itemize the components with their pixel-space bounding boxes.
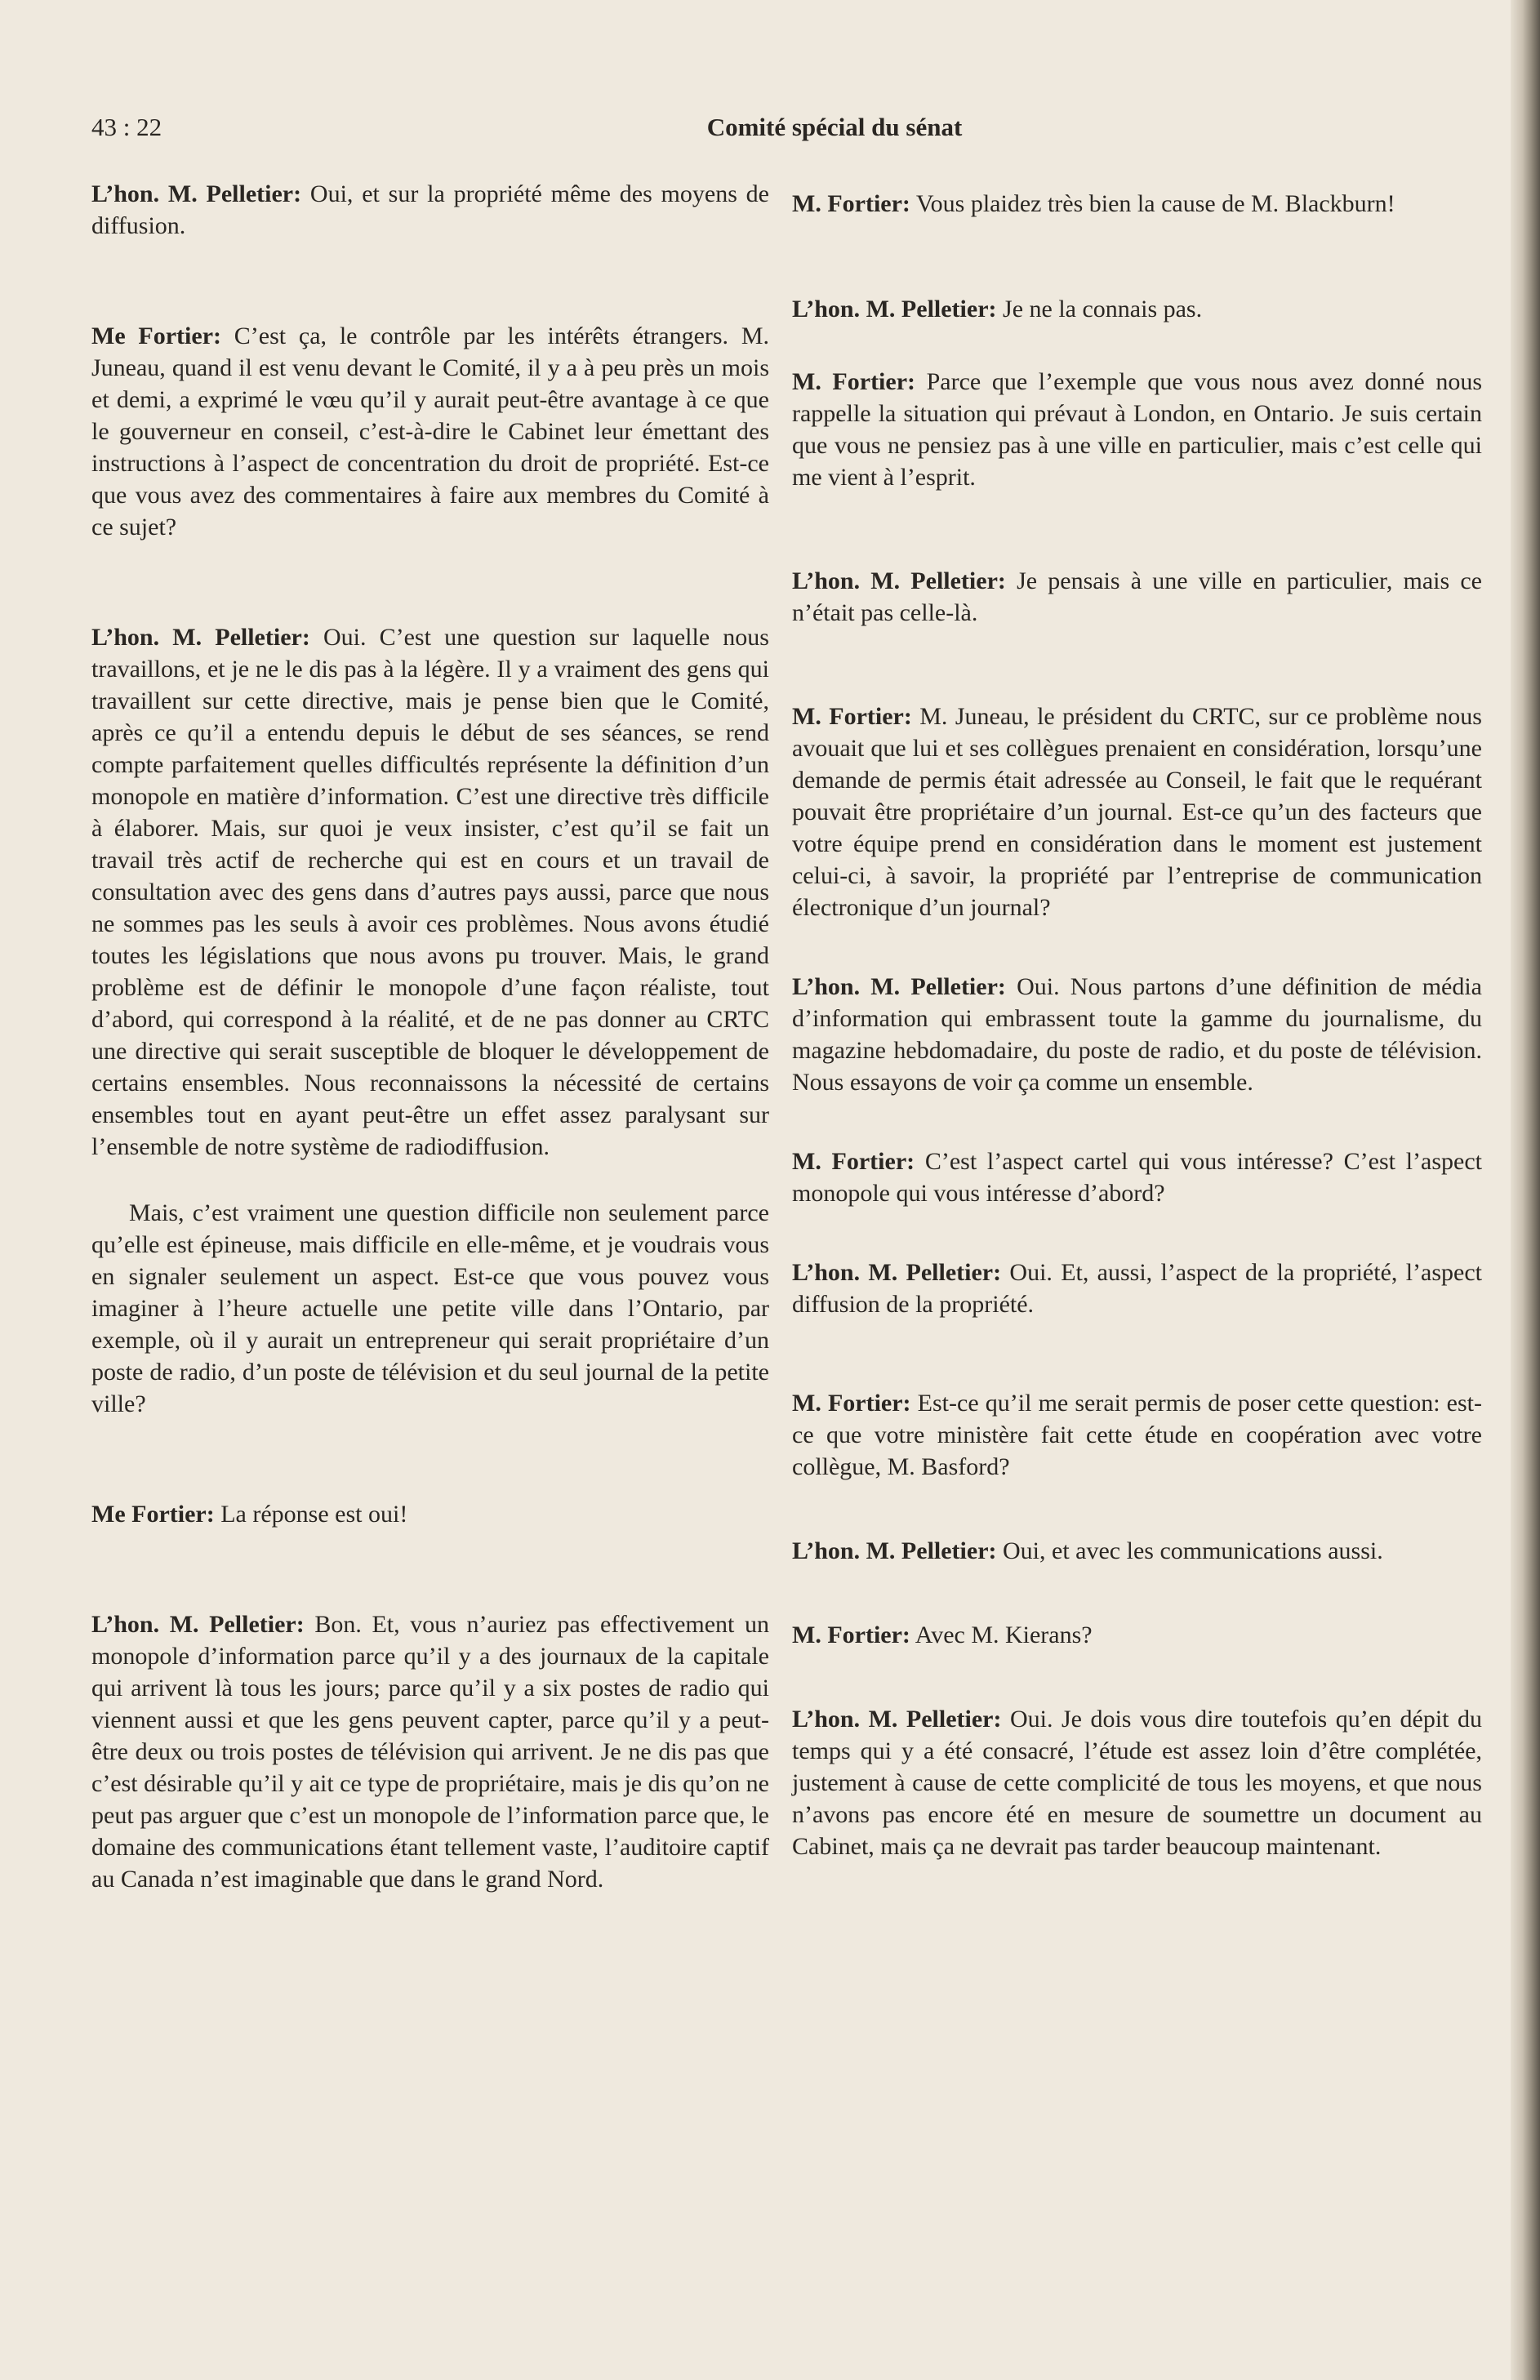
transcript-paragraph <box>792 1257 1482 1320</box>
paragraph-text: Est-ce qu’il me serait permis de poser cette question: est-ce que votre ministère fait cette étude en coopération avec votre collègue, M. Basford? <box>792 1390 1483 1480</box>
paragraph-text: Je pensais à une ville en particulier, mais ce n’était pas celle-là. <box>792 567 1482 626</box>
left-column <box>91 178 769 1895</box>
paragraph-text: Parce que l’exemple que vous nous avez donné nous rappelle la situation qui prévaut à London, en Ontario. Je suis certain que vous ne pensiez pas à une ville en particulier, mais c’est celle qui me vient à l’esprit. <box>792 368 1482 491</box>
paragraph-text: Oui, et sur la propriété même des moyens de diffusion. <box>91 180 769 239</box>
speaker-label: M. Fortier: <box>792 1148 915 1175</box>
speaker-label: L’hon. M. Pelletier: <box>91 624 310 651</box>
paragraph-text: Oui. C’est une question sur laquelle nous travaillons, et je ne le dis pas à la légère. Il y a vraiment des gens qui travaillent sur cette directive, mais je pense bien que le Comité, après ce qu’il a entendu depuis le début de ses séances, se rend compte parfaitement quelles difficultés représente la définition d’un monopole en matière d’information. C’est une directive très difficile à élaborer. Mais, sur quoi je veux insister, c’est qu’il se fait un travail très actif de recherche qui est en cours et un travail de consultation avec des gens dans d’autres pays aussi, parce que nous ne sommes pas les seuls à avoir ces problèmes. Nous avons étudié toutes les législations que nous avons pu trouver. Mais, le grand problème est de définir le monopole d’une façon réaliste, tout d’abord, qui correspond à la réalité, et de ne pas donner au CRTC une directive qui serait susceptible de bloquer le développement de certains ensembles. Nous reconnaissons la nécessité de certains ensembles tout en ayant peut-être un effet assez paralysant sur l’ensemble de notre système de radiodiffusion. <box>91 624 769 1160</box>
transcript-paragraph <box>91 320 769 543</box>
paragraph-text: M. Juneau, le président du CRTC, sur ce problème nous avouait que lui et ses collègues prenaient en considération, lorsqu’une demande de permis était adressée au Conseil, le fait que le requérant pouvait être propriétaire d’un journal. Est-ce qu’un des facteurs que votre équipe prend en considération dans le moment est justement celui-ci, à savoir, la propriété par l’entreprise de communication électronique d’un journal? <box>792 703 1482 921</box>
speaker-label: L’hon. M. Pelletier: <box>91 180 302 207</box>
speaker-label: L’hon. M. Pelletier: <box>792 1706 1002 1733</box>
paragraph-text: Oui. Nous partons d’une définition de média d’information qui embrassent toute la gamme du journalisme, du magazine hebdomadaire, du poste de radio, et du poste de télévision. Nous essayons de voir ça comme un ensemble. <box>792 973 1482 1096</box>
paragraph-text: La réponse est oui! <box>214 1501 408 1528</box>
transcript-paragraph <box>91 178 769 242</box>
speaker-label: L’hon. M. Pelletier: <box>792 973 1006 1000</box>
speaker-label: Me Fortier: <box>91 323 222 349</box>
paragraph-text: Oui. Et, aussi, l’aspect de la propriété, l’aspect diffusion de la propriété. <box>792 1259 1482 1318</box>
page-header <box>91 113 1480 153</box>
transcript-paragraph <box>792 1619 1482 1651</box>
paragraph-text: Avec M. Kierans? <box>910 1622 1093 1648</box>
transcript-paragraph <box>91 1498 769 1530</box>
speaker-label: L’hon. M. Pelletier: <box>792 1537 997 1564</box>
transcript-paragraph <box>91 1197 769 1420</box>
speaker-label: M. Fortier: <box>792 1622 910 1648</box>
book-spine-edge <box>1511 0 1540 2380</box>
running-title: Comité spécial du sénat <box>706 113 963 141</box>
transcript-paragraph <box>792 1703 1482 1862</box>
transcript-paragraph <box>792 366 1482 493</box>
paragraph-text: Vous plaidez très bien la cause de M. Blackburn! <box>910 190 1395 217</box>
transcript-paragraph <box>792 565 1482 629</box>
page-number: 43 : 22 <box>91 113 162 141</box>
transcript-paragraph <box>792 293 1482 325</box>
transcript-paragraph <box>792 971 1482 1098</box>
paragraph-text: C’est ça, le contrôle par les intérêts étrangers. M. Juneau, quand il est venu devant le Comité, il y a à peu près un mois et demi, a exprimé le vœu qu’il y aurait peut-être avantage à ce que le gouverneur en conseil, c’est-à-dire le Cabinet leur émettant des instructions à l’aspect de concentration du droit de propriété. Est-ce que vous avez des commentaires à faire aux membres du Comité à ce sujet? <box>91 323 770 541</box>
paragraph-text: Mais, c’est vraiment une question difficile non seulement parce qu’elle est épineuse, mais difficile en elle-même, et je voudrais vous en signaler seulement un aspect. Est-ce que vous pouvez vous imaginer à l’heure actuelle une petite ville dans l’Ontario, par exemple, où il y aurait un entrepreneur qui serait propriétaire d’un poste de radio, d’un poste de télévision et du seul journal de la petite ville? <box>91 1199 769 1417</box>
transcript-paragraph <box>91 621 769 1163</box>
speaker-label: Me Fortier: <box>91 1501 215 1528</box>
speaker-label: L’hon. M. Pelletier: <box>792 1259 1002 1286</box>
transcript-paragraph <box>792 1146 1482 1209</box>
speaker-label: L’hon. M. Pelletier: <box>91 1611 305 1638</box>
speaker-label: M. Fortier: <box>792 1390 911 1417</box>
speaker-label: L’hon. M. Pelletier: <box>792 296 997 323</box>
paragraph-text: Oui. Je dois vous dire toutefois qu’en dépit du temps qui y a été consacré, l’étude est assez loin d’être complétée, justement à cause de cette complicité de tous les moyens, et que nous n’avons pas encore été en mesure de soumettre un document au Cabinet, mais ça ne devrait pas tarder beaucoup maintenant. <box>792 1706 1482 1860</box>
transcript-paragraph <box>792 1387 1482 1483</box>
speaker-label: M. Fortier: <box>792 368 916 395</box>
paragraph-text: Oui, et avec les communications aussi. <box>996 1537 1383 1564</box>
transcript-paragraph <box>792 701 1482 923</box>
speaker-label: M. Fortier: <box>792 190 910 217</box>
transcript-paragraph <box>792 1535 1482 1567</box>
transcript-paragraph <box>792 188 1482 220</box>
transcript-paragraph <box>91 1608 769 1895</box>
paragraph-text: C’est l’aspect cartel qui vous intéresse? C’est l’aspect monopole qui vous intéresse d’abord? <box>792 1148 1482 1207</box>
right-column <box>792 188 1482 1862</box>
speaker-label: M. Fortier: <box>792 703 912 730</box>
speaker-label: L’hon. M. Pelletier: <box>792 567 1006 594</box>
paragraph-text: Bon. Et, vous n’auriez pas effectivement un monopole d’information parce qu’il y a des journaux de la capitale qui arrivent là tous les jours; parce qu’il y a six postes de radio qui viennent aussi et que les gens peuvent capter, parce qu’il y a peut-être deux ou trois postes de télévision qui arrivent. Je ne dis pas que c’est désirable qu’il y ait ce type de propriétaire, mais je dis qu’on ne peut pas arguer que c’est un monopole de l’information parce que, le domaine des communications étant tellement vaste, l’auditoire captif au Canada n’est imaginable que dans le grand Nord. <box>91 1611 769 1893</box>
paragraph-text: Je ne la connais pas. <box>996 296 1203 323</box>
